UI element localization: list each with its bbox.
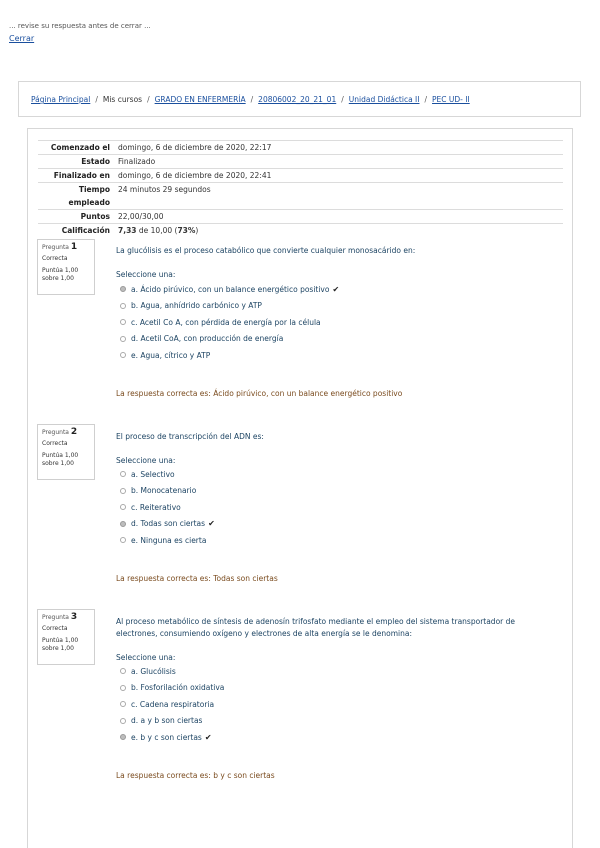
breadcrumb-separator: / bbox=[424, 95, 428, 104]
summary-value: 24 minutos 29 segundos bbox=[118, 185, 211, 194]
option-d[interactable] bbox=[120, 331, 339, 348]
question-number-label: Pregunta bbox=[42, 614, 69, 621]
summary-row-grade bbox=[38, 224, 563, 238]
radio-button[interactable] bbox=[120, 471, 126, 477]
question-number: 1 bbox=[70, 242, 78, 252]
option-e[interactable] bbox=[120, 347, 339, 364]
summary-row-finished bbox=[38, 169, 563, 183]
option-label: e. Ninguna es cierta bbox=[131, 535, 207, 545]
radio-button[interactable] bbox=[120, 537, 126, 543]
option-e[interactable] bbox=[120, 729, 224, 746]
breadcrumb bbox=[31, 95, 470, 104]
option-label: d. Acetil CoA, con producción de energía bbox=[131, 334, 284, 344]
radio-button[interactable] bbox=[120, 488, 126, 494]
question-info-2 bbox=[37, 424, 95, 480]
summary-value: 22,00/30,00 bbox=[118, 212, 164, 221]
option-label: e. Agua, cítrico y ATP bbox=[131, 350, 211, 360]
option-c[interactable] bbox=[120, 499, 215, 516]
option-label: d. a y b son ciertas bbox=[131, 716, 203, 726]
question-number-label: Pregunta bbox=[42, 244, 69, 251]
correct-answer-feedback-3: La respuesta correcta es: b y c son ciertas bbox=[116, 771, 275, 780]
correct-answer-feedback-2: La respuesta correcta es: Todas son ciertas bbox=[116, 574, 278, 583]
option-a[interactable] bbox=[120, 663, 224, 680]
option-label: b. Agua, anhídrido carbónico y ATP bbox=[131, 301, 262, 311]
select-one-prompt: Seleccione una: bbox=[116, 270, 176, 279]
option-label: a. Ácido pirúvico, con un balance energético positivo bbox=[131, 284, 330, 294]
summary-label: Estado bbox=[81, 157, 110, 166]
option-label: b. Monocatenario bbox=[131, 486, 197, 496]
summary-row-started bbox=[38, 141, 563, 155]
option-d[interactable] bbox=[120, 713, 224, 730]
option-label: d. Todas son ciertas bbox=[131, 519, 206, 529]
breadcrumb-separator: / bbox=[250, 95, 254, 104]
top-notice: ... revise su respuesta antes de cerrar ... bbox=[9, 22, 151, 30]
option-label: a. Selectivo bbox=[131, 469, 175, 479]
radio-button[interactable] bbox=[120, 668, 126, 674]
radio-button[interactable] bbox=[120, 685, 126, 691]
radio-button[interactable] bbox=[120, 734, 126, 740]
radio-button[interactable] bbox=[120, 336, 126, 342]
correct-answer-feedback-1: La respuesta correcta es: Ácido pirúvico, con un balance energético positivo bbox=[116, 389, 403, 398]
option-c[interactable] bbox=[120, 696, 224, 713]
breadcrumb-container bbox=[18, 81, 581, 117]
breadcrumb-separator: / bbox=[147, 95, 150, 104]
question-info-3 bbox=[37, 609, 95, 665]
radio-button[interactable] bbox=[120, 286, 126, 292]
summary-row-state bbox=[38, 155, 563, 169]
question-number-label: Pregunta bbox=[42, 429, 69, 436]
grade-scale: de 10,00 ( bbox=[136, 226, 178, 235]
radio-button[interactable] bbox=[120, 303, 126, 309]
breadcrumb-my-courses: Mis cursos bbox=[102, 95, 143, 104]
question-info-1 bbox=[37, 239, 95, 295]
grade-percent: 73% bbox=[177, 226, 196, 235]
breadcrumb-home[interactable]: Página Principal bbox=[31, 95, 91, 104]
option-b[interactable] bbox=[120, 298, 339, 315]
question-grade-line2: sobre 1,00 bbox=[42, 275, 74, 282]
radio-button[interactable] bbox=[120, 504, 126, 510]
options-list-2 bbox=[120, 466, 215, 549]
select-one-prompt: Seleccione una: bbox=[116, 653, 176, 662]
check-icon: ✔ bbox=[332, 284, 340, 294]
option-d[interactable] bbox=[120, 516, 215, 533]
option-label: c. Reiterativo bbox=[131, 502, 181, 512]
grade-close: ) bbox=[195, 226, 199, 235]
question-grade-line1: Puntúa 1,00 bbox=[42, 637, 79, 644]
select-one-prompt: Seleccione una: bbox=[116, 456, 176, 465]
question-state: Correcta bbox=[42, 255, 68, 262]
breadcrumb-quiz[interactable]: PEC UD- II bbox=[432, 95, 470, 104]
breadcrumb-separator: / bbox=[341, 95, 344, 104]
question-number: 3 bbox=[70, 612, 78, 622]
question-grade-line2: sobre 1,00 bbox=[42, 645, 74, 652]
options-list-1 bbox=[120, 281, 339, 364]
breadcrumb-degree[interactable]: GRADO EN ENFERMERÍA bbox=[154, 95, 246, 104]
question-number: 2 bbox=[70, 427, 78, 437]
option-label: e. b y c son ciertas bbox=[131, 732, 202, 742]
question-grade-line1: Puntúa 1,00 bbox=[42, 267, 79, 274]
option-b[interactable] bbox=[120, 483, 215, 500]
option-label: c. Cadena respiratoria bbox=[131, 699, 215, 709]
option-a[interactable] bbox=[120, 281, 339, 298]
summary-row-points bbox=[38, 210, 563, 224]
close-link[interactable]: Cerrar bbox=[9, 34, 35, 43]
question-grade-line1: Puntúa 1,00 bbox=[42, 452, 79, 459]
summary-row-time bbox=[38, 183, 563, 210]
summary-value bbox=[116, 224, 563, 238]
summary-value: domingo, 6 de diciembre de 2020, 22:41 bbox=[118, 171, 272, 180]
check-icon: ✔ bbox=[208, 519, 215, 529]
question-state: Correcta bbox=[42, 440, 68, 447]
breadcrumb-separator: / bbox=[95, 95, 98, 104]
summary-label: Comenzado el bbox=[50, 143, 110, 152]
radio-button[interactable] bbox=[120, 718, 126, 724]
question-text-3: Al proceso metabólico de síntesis de adenosín trifosfato mediante el empleo del sistema transportador de electrones, consumiendo oxígeno y electrones de alta energía se le denomina: bbox=[116, 617, 516, 638]
grade-score: 7,33 bbox=[118, 226, 137, 235]
breadcrumb-unit[interactable]: Unidad Didáctica II bbox=[348, 95, 420, 104]
option-label: c. Acetil Co A, con pérdida de energía por la célula bbox=[131, 317, 321, 327]
summary-label: Tiempo empleado bbox=[68, 185, 110, 207]
question-grade-line2: sobre 1,00 bbox=[42, 460, 74, 467]
option-label: a. Glucólisis bbox=[131, 666, 176, 676]
check-icon: ✔ bbox=[204, 732, 212, 742]
radio-button[interactable] bbox=[120, 352, 126, 358]
option-b[interactable] bbox=[120, 680, 224, 697]
summary-value: domingo, 6 de diciembre de 2020, 22:17 bbox=[118, 143, 272, 152]
summary-label: Puntos bbox=[80, 212, 110, 221]
attempt-summary-table bbox=[38, 140, 563, 237]
radio-button[interactable] bbox=[120, 701, 126, 707]
question-text-1: La glucólisis es el proceso catabólico que convierte cualquier monosacárido en: bbox=[116, 246, 416, 255]
question-text-2: El proceso de transcripción del ADN es: bbox=[116, 432, 264, 441]
question-state: Correcta bbox=[42, 625, 68, 632]
radio-button[interactable] bbox=[120, 521, 126, 527]
question-number-line bbox=[42, 243, 90, 252]
question-number-line bbox=[42, 428, 90, 437]
question-number-line bbox=[42, 613, 90, 622]
summary-label: Finalizado en bbox=[53, 171, 110, 180]
option-e[interactable] bbox=[120, 532, 215, 549]
summary-value: Finalizado bbox=[118, 157, 156, 166]
summary-label: Calificación bbox=[61, 226, 110, 235]
breadcrumb-course-code[interactable]: 20806002_20_21_01 bbox=[258, 95, 337, 104]
radio-button[interactable] bbox=[120, 319, 126, 325]
option-c[interactable] bbox=[120, 314, 339, 331]
option-a[interactable] bbox=[120, 466, 215, 483]
option-label: b. Fosforilación oxidativa bbox=[131, 683, 225, 693]
options-list-3 bbox=[120, 663, 224, 746]
